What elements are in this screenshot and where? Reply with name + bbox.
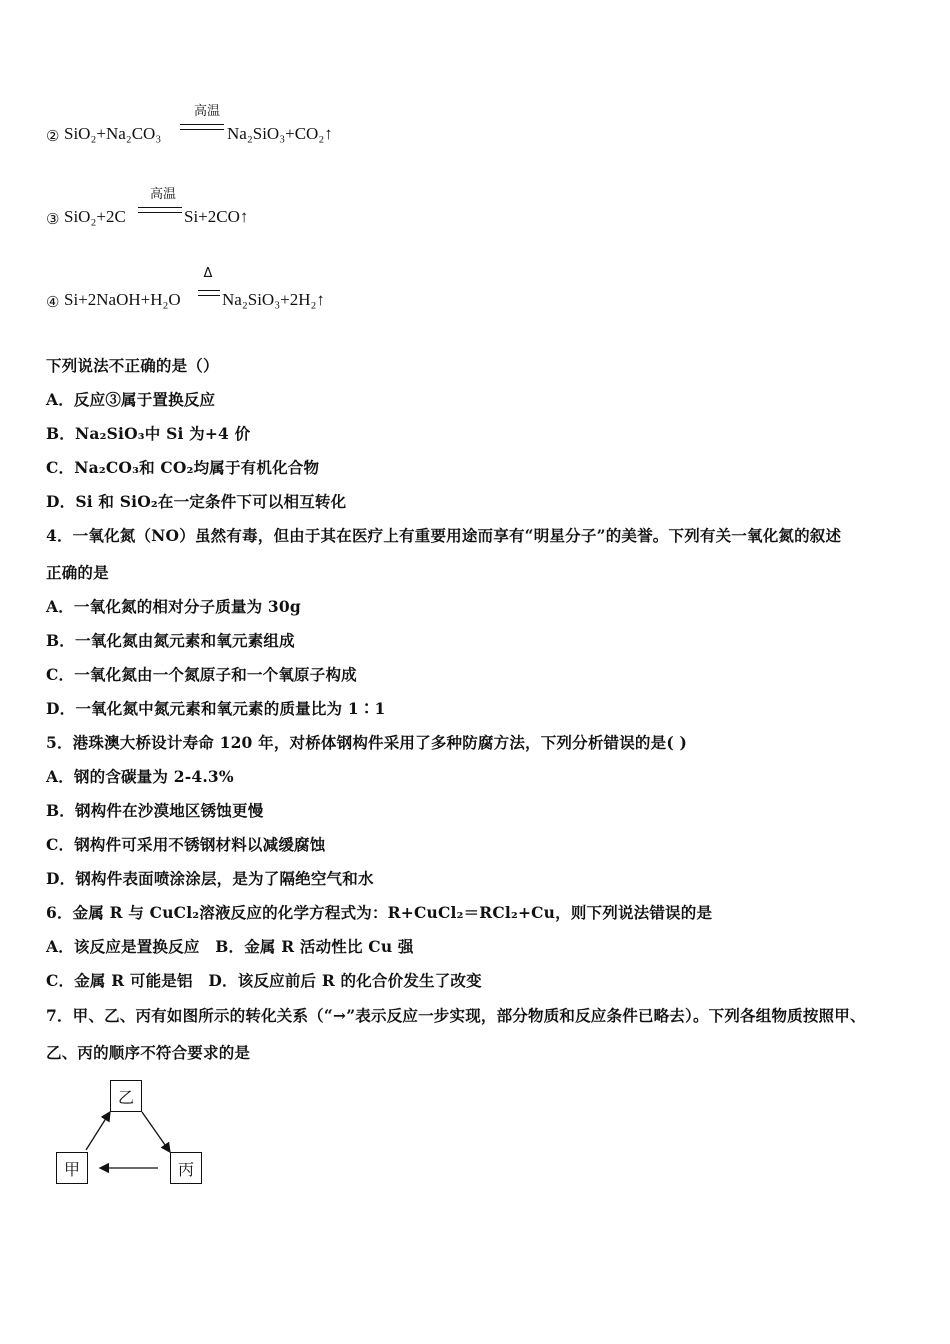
q3-option-d: D．Si 和 SiO₂在一定条件下可以相互转化 xyxy=(46,492,347,511)
q5-stem: 5．港珠澳大桥设计寿命 120 年，对桥体钢构件采用了多种防腐方法，下列分析错误的是( ) xyxy=(46,733,687,752)
equation-products: Na₂SiO₃+2H₂↑ xyxy=(222,290,325,309)
equals-bar xyxy=(138,207,182,213)
arrow-yi-to-bing xyxy=(142,1112,170,1152)
q4-stem-line1: 4．一氧化氮（NO）虽然有毒，但由于其在医疗上有重要用途而享有“明星分子”的美誉。下列有关一氧化氮的叙述 xyxy=(46,526,842,545)
q3-option-c: C．Na₂CO₃和 CO₂均属于有机化合物 xyxy=(46,458,320,477)
q5-option-c: C．钢构件可采用不锈钢材料以减缓腐蚀 xyxy=(46,835,326,854)
q4-option-d: D．一氧化氮中氮元素和氧元素的质量比为 1∶1 xyxy=(46,699,386,718)
q5-option-d: D．钢构件表面喷涂涂层，是为了隔绝空气和水 xyxy=(46,869,374,888)
equation-number: ④ xyxy=(46,295,60,311)
q5-option-a: A．钢的含碳量为 2-4.3% xyxy=(46,767,234,786)
q3-option-a: A．反应③属于置换反应 xyxy=(46,390,216,409)
equals-bar xyxy=(180,124,224,130)
node-bing: 丙 xyxy=(170,1152,202,1184)
equation-products: Na₂SiO₃+CO₂↑ xyxy=(227,124,333,143)
conversion-diagram xyxy=(52,1076,212,1191)
q6-stem: 6．金属 R 与 CuCl₂溶液反应的化学方程式为：R+CuCl₂＝RCl₂+Cu，则下列说法错误的是 xyxy=(46,903,713,922)
q7-stem-line2: 乙、丙的顺序不符合要求的是 xyxy=(46,1043,251,1062)
equation-3 xyxy=(46,183,306,233)
reaction-condition: Δ xyxy=(203,266,213,281)
q6-options-cd: C．金属 R 可能是铝 D．该反应前后 R 的化合价发生了改变 xyxy=(46,971,482,990)
q3-option-b: B．Na₂SiO₃中 Si 为+4 价 xyxy=(46,424,251,443)
reaction-condition: 高温 xyxy=(193,104,220,119)
q4-option-a: A．一氧化氮的相对分子质量为 30g xyxy=(46,597,301,616)
equation-reactants: SiO₂+Na₂CO₃ xyxy=(64,124,162,143)
q4-option-b: B．一氧化氮由氮元素和氧元素组成 xyxy=(46,631,295,650)
arrow-jia-to-yi xyxy=(86,1112,110,1150)
equation-4 xyxy=(46,266,366,316)
q5-option-b: B．钢构件在沙漠地区锈蚀更慢 xyxy=(46,801,264,820)
reaction-condition: 高温 xyxy=(149,187,176,202)
node-jia: 甲 xyxy=(56,1152,88,1184)
equals-bar xyxy=(198,290,220,296)
q4-stem-line2: 正确的是 xyxy=(46,563,109,582)
q7-stem-line1: 7．甲、乙、丙有如图所示的转化关系（“→”表示反应一步实现，部分物质和反应条件已略去）。下列各组物质按照甲、 xyxy=(46,1006,866,1025)
node-yi: 乙 xyxy=(110,1080,142,1112)
q4-option-c: C．一氧化氮由一个氮原子和一个氧原子构成 xyxy=(46,665,357,684)
equation-reactants: Si+2NaOH+H₂O xyxy=(64,290,181,309)
equation-reactants: SiO₂+2C xyxy=(64,207,126,226)
equation-number: ③ xyxy=(46,212,60,228)
equation-number: ② xyxy=(46,129,60,145)
q3-stem: 下列说法不正确的是（） xyxy=(46,356,219,375)
equation-2 xyxy=(46,100,366,150)
q6-options-ab: A．该反应是置换反应 B．金属 R 活动性比 Cu 强 xyxy=(46,937,414,956)
equation-products: Si+2CO↑ xyxy=(184,207,249,226)
